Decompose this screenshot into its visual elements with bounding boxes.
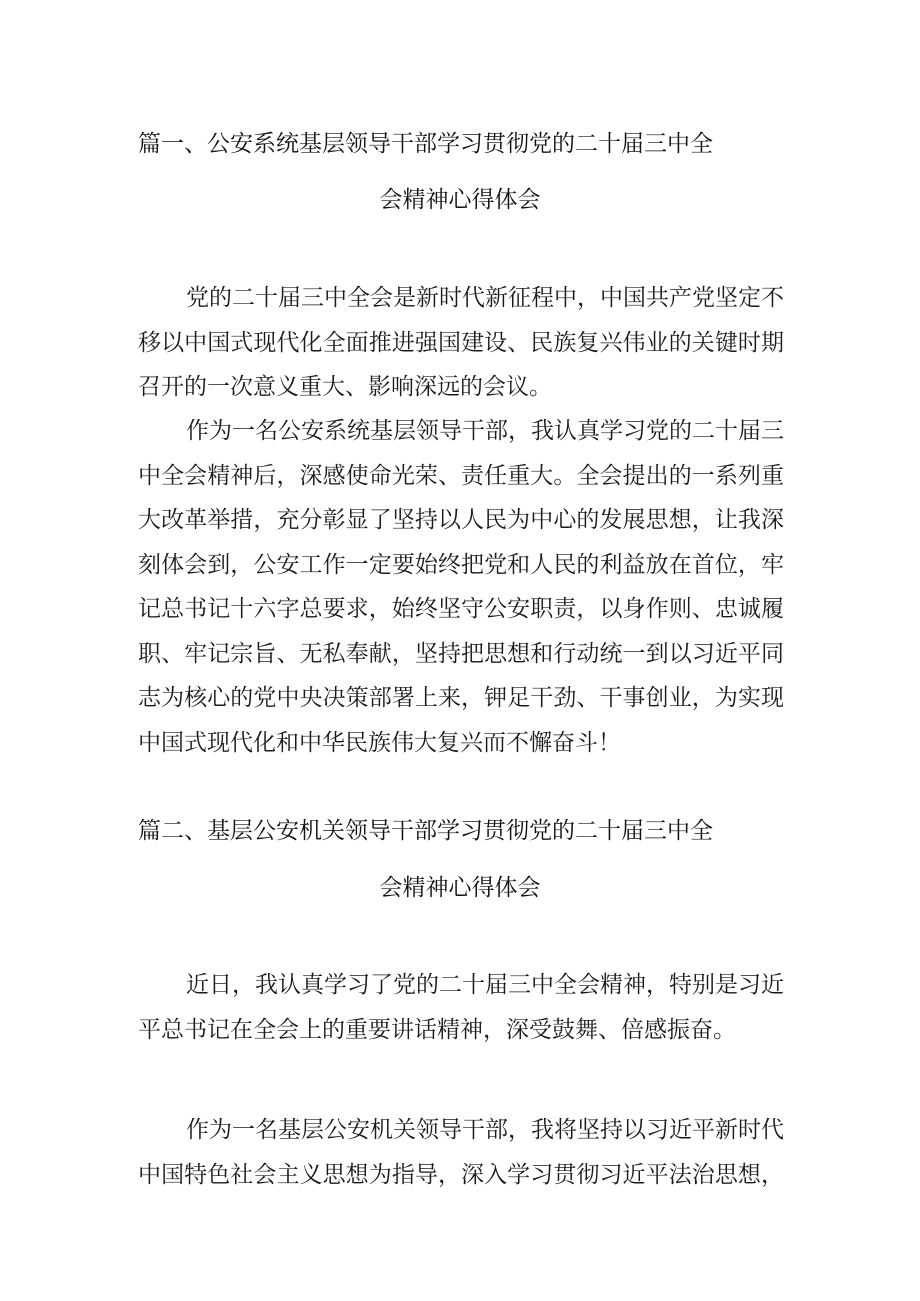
paragraph-line: 近日，我认真学习了党的二十届三中全会精神，特别是习近 <box>186 972 784 998</box>
paragraph-line: 平总书记在全会上的重要讲话精神，深受鼓舞、倍感振奋。 <box>138 1016 736 1043</box>
paragraph-line: 记总书记十六字总要求，始终坚守公安职责，以身作则、忠诚履 <box>138 596 784 622</box>
paragraph-line: 志为核心的党中央决策部署上来，钾足干劲、干事创业，为实现 <box>138 685 784 711</box>
section-2-paragraph-1 <box>138 963 784 1052</box>
section-2-heading-line-1: 篇二、基层公安机关领导干部学习贯彻党的二十届三中全 <box>138 818 713 844</box>
paragraph-line: 大改革举措，充分彰显了坚持以人民为中心的发展思想，让我深 <box>138 507 784 533</box>
paragraph-line: 中全会精神后，深感使命光荣、责任重大。全会提出的一系列重 <box>138 462 784 489</box>
section-1-heading-line-1: 篇一、公安系统基层领导干部学习贯彻党的二十届三中全 <box>138 131 713 157</box>
paragraph-line: 刻体会到，公安工作一定要始终把党和人民的利益放在首位，牢 <box>138 551 784 578</box>
section-1-heading-line-2: 会精神心得体会 <box>379 187 541 213</box>
paragraph-line: 党的二十届三中全会是新时代新征程中，中国共产党坚定不 <box>186 285 784 311</box>
paragraph-line: 作为一名公安系统基层领导干部，我认真学习党的二十届三 <box>186 418 784 444</box>
paragraph-line: 中国式现代化和中华民族伟大复兴而不懈奋斗！ <box>138 729 621 756</box>
section-1-paragraph-2 <box>138 409 784 765</box>
section-2-paragraph-2 <box>138 1108 784 1197</box>
paragraph-line: 中国特色社会主义思想为指导，深入学习贯彻习近平法治思想， <box>138 1161 784 1188</box>
paragraph-line: 作为一名基层公安机关领导干部，我将坚持以习近平新时代 <box>186 1117 784 1143</box>
section-1-paragraph-1 <box>138 276 784 410</box>
paragraph-line: 职、牢记宗旨、无私奉献，坚持把思想和行动统一到以习近平同 <box>138 640 784 667</box>
paragraph-line: 召开的一次意义重大、影响深远的会议。 <box>138 374 552 400</box>
paragraph-line: 移以中国式现代化全面推进强国建设、民族复兴伟业的关键时期 <box>138 329 784 356</box>
section-2-heading-line-2: 会精神心得体会 <box>379 875 541 901</box>
